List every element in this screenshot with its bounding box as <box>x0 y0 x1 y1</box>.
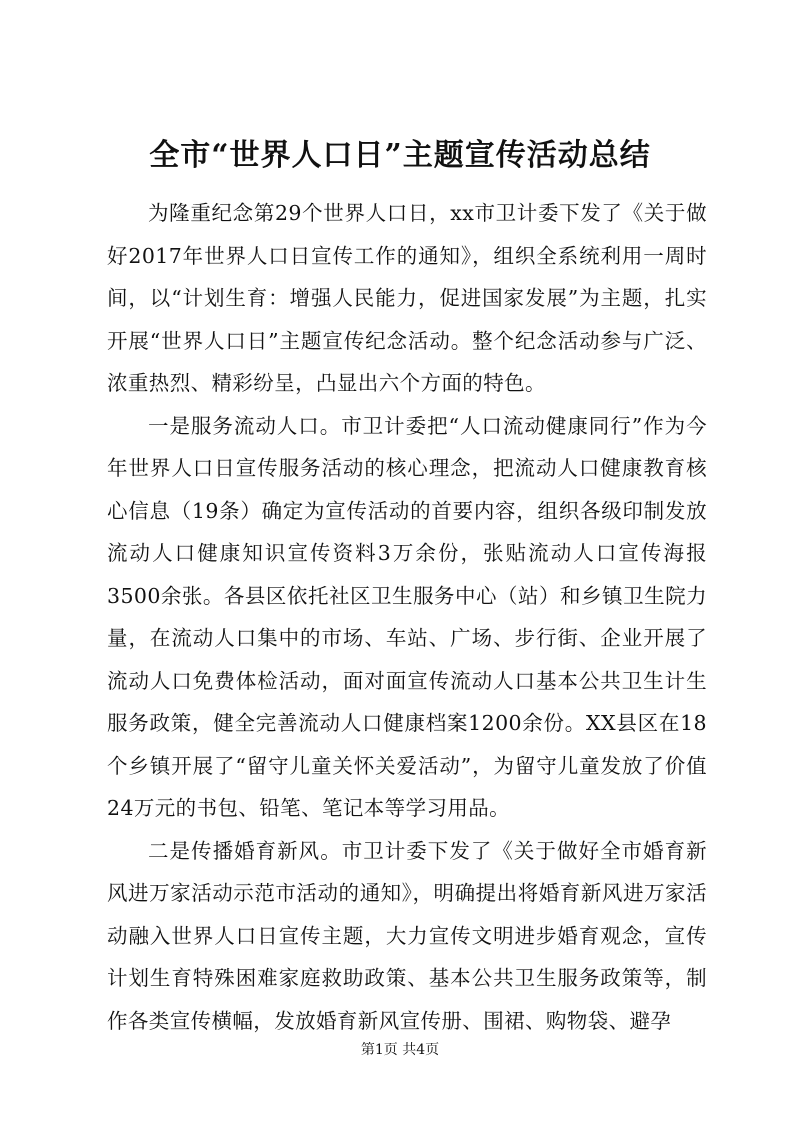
paragraph-intro: 为隆重纪念第29个世界人口日，xx市卫计委下发了《关于做好2017年世界人口日宣传工作的通知》，组织全系统利用一周时间，以“计划生育：增强人民能力，促进国家发展”为主题，扎实开展“世界人口日”主题宣传纪念活动。整个纪念活动参与广泛、浓重热烈、精彩纷呈，凸显出六个方面的特色。 <box>107 201 707 395</box>
paragraph-floating-population: 一是服务流动人口。市卫计委把“人口流动健康同行”作为今年世界人口日宣传服务活动的核心理念，把流动人口健康教育核心信息（19条）确定为宣传活动的首要内容，组织各级印制发放流动人口健康知识宣传资料3万余份，张贴流动人口宣传海报3500余张。各县区依托社区卫生服务中心（站）和乡镇卫生院力量，在流动人口集中的市场、车站、广场、步行街、企业开展了流动人口免费体检活动，面对面宣传流动人口基本公共卫生计生服务政策，健全完善流动人口健康档案1200余份。XX县区在18个乡镇开展了“留守儿童关怀关爱活动”，为留守儿童发放了价值24万元的书包、铅笔、笔记本等学习用品。 <box>107 413 707 820</box>
document-body <box>107 192 707 1042</box>
document-title: 全市“世界人口日”主题宣传活动总结 <box>149 138 651 173</box>
page-number-footer: 第1页 共4页 <box>360 1042 440 1058</box>
paragraph-marriage-customs: 二是传播婚育新风。市卫计委下发了《关于做好全市婚育新风进万家活动示范市活动的通知》，明确提出将婚育新风进万家活动融入世界人口日宣传主题，大力宣传文明进步婚育观念，宣传计划生育特殊困难家庭救助政策、基本公共卫生服务政策等，制作各类宣传横幅，发放婚育新风宣传册、围裙、购物袋、避孕 <box>107 838 707 1033</box>
